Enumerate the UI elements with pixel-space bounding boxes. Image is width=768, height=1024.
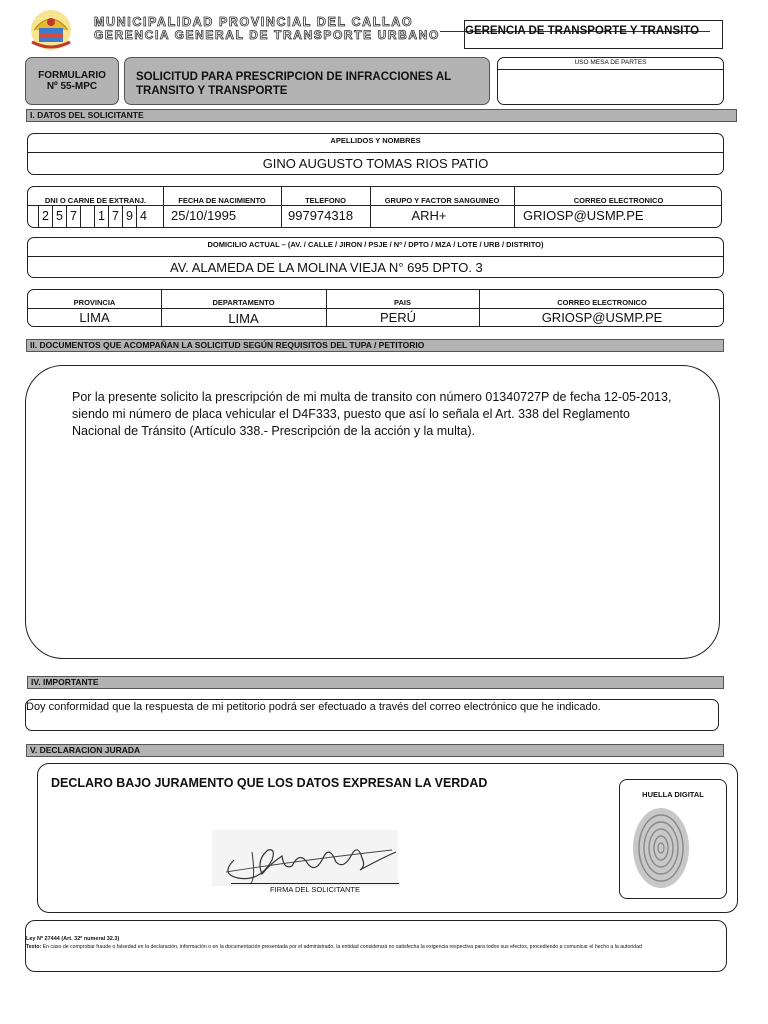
- apellidos-label: APELLIDOS Y NOMBRES: [330, 136, 421, 145]
- telefono-label: TELEFONO: [305, 196, 346, 205]
- huella-label: HUELLA DIGITAL: [642, 790, 704, 799]
- signature-image: [212, 830, 398, 886]
- correo-2-label: CORREO ELECTRONICO: [557, 298, 647, 307]
- municipality-line-1: MUNICIPALIDAD PROVINCIAL DEL CALLAO: [94, 15, 414, 29]
- legal-text: [26, 944, 768, 950]
- dni-digit: 5: [52, 206, 66, 227]
- form-number-box: [25, 57, 119, 105]
- dni-digit: 1: [94, 206, 108, 227]
- dni-digit: 2: [38, 206, 52, 227]
- section-2-title: II. DOCUMENTOS QUE ACOMPAÑAN LA SOLICITUD SEGÚN REQUISITOS DEL TUPA / PETITORIO: [26, 339, 724, 352]
- section-1-title: I. DATOS DEL SOLICITANTE: [26, 109, 737, 122]
- domicilio-box: [27, 237, 724, 278]
- pais-label: PAIS: [394, 298, 411, 307]
- ley-title: Ley Nº 27444 (Art. 32º numeral 32.3): [26, 936, 120, 942]
- telefono-value: 997974318: [288, 208, 354, 223]
- personal-data-box: [27, 186, 722, 228]
- pais-value: PERÚ: [379, 310, 417, 325]
- provincia-value: LIMA: [79, 310, 110, 325]
- fecha-nacimiento-label: FECHA DE NACIMIENTO: [178, 196, 266, 205]
- provincia-label: PROVINCIA: [73, 298, 116, 307]
- texto-label: Texto:: [26, 944, 42, 950]
- municipality-name: [94, 16, 454, 42]
- domicilio-value: AV. ALAMEDA DE LA MOLINA VIEJA N° 695 DPTO. 3: [170, 260, 483, 275]
- section-4-title: IV. IMPORTANTE: [27, 676, 724, 689]
- dni-label: DNI O CARNE DE EXTRANJ.: [44, 196, 147, 205]
- importante-box: [25, 699, 719, 731]
- correo-label: CORREO ELECTRONICO: [573, 196, 664, 205]
- declaro-text: DECLARO BAJO JURAMENTO QUE LOS DATOS EXPRESAN LA VERDAD: [51, 776, 488, 790]
- dni-digit: 7: [108, 206, 122, 227]
- form-number: Nº 55-MPC: [46, 81, 98, 92]
- section-5-title: V. DECLARACION JURADA: [26, 744, 724, 757]
- dni-field: [38, 206, 163, 227]
- departamento-label: DEPARTAMENTO: [212, 298, 275, 307]
- huella-box: [619, 779, 727, 899]
- declaracion-box: [37, 763, 738, 913]
- dni-digit: 9: [122, 206, 136, 227]
- grupo-sanguineo-label: GRUPO Y FACTOR SANGUINEO: [384, 196, 500, 205]
- petitorio-text: Por la presente solicito la prescripción de mi multa de transito con número 01340727P de fecha 12-05-2013, siendo mi número de placa vehicular el D4F333, puesto que así lo señala el Art. 338 del Reglamento Nacional de Tránsito (Artículo 338.- Prescripción de la acción y la multa).: [72, 390, 672, 438]
- petitorio-box: [25, 365, 720, 659]
- form-title-line-2: TRANSITO Y TRANSPORTE: [136, 85, 288, 97]
- importante-text: Doy conformidad que la respuesta de mi petitorio podrá ser efectuado a través del correo electrónico que he indicado.: [26, 701, 601, 713]
- fecha-nacimiento-value: 25/10/1995: [171, 208, 237, 223]
- municipality-line-2: GERENCIA GENERAL DE TRANSPORTE URBANO: [94, 28, 440, 42]
- correo-value: GRIOSP@USMP.PE: [523, 208, 644, 223]
- domicilio-label: DOMICILIO ACTUAL – (AV. / CALLE / JIRON / PSJE / Nº / DPTO / MZA / LOTE / URB / DISTRITO): [207, 240, 544, 249]
- legal-body: En caso de comprobar fraude o falsedad en la declaración, información o en la documentación presentada por el administrado, la entidad considerará no satisfecha la exigencia respectiva para todos sus efectos, procediendo a comunicar el hecho a la autoridad: [41, 944, 642, 950]
- municipal-logo: [26, 8, 76, 54]
- legal-box: [25, 920, 727, 972]
- mesa-partes-label: USO MESA DE PARTES: [574, 59, 647, 66]
- dni-digit: 7: [66, 206, 80, 227]
- form-title-box: [124, 57, 490, 105]
- gerencia-title: GERENCIA DE TRANSPORTE Y TRANSITO: [465, 25, 700, 37]
- mesa-partes-box: [497, 57, 724, 105]
- grupo-sanguineo-value: ARH+: [411, 208, 447, 223]
- gerencia-box: [464, 20, 723, 49]
- correo-2-value: GRIOSP@USMP.PE: [541, 310, 663, 325]
- dni-digit: [80, 206, 94, 227]
- firma-label: FIRMA DEL SOLICITANTE: [269, 885, 360, 894]
- departamento-value: LIMA: [228, 311, 259, 326]
- apellidos-box: [27, 133, 724, 175]
- dni-digit: 4: [136, 206, 150, 227]
- apellidos-value: GINO AUGUSTO TOMAS RIOS PATIO: [262, 156, 489, 171]
- fingerprint-image: [628, 806, 694, 899]
- form-label: FORMULARIO: [38, 70, 106, 81]
- form-title-line-1: SOLICITUD PARA PRESCRIPCION DE INFRACCIONES AL: [136, 71, 452, 83]
- ubicacion-box: [27, 289, 724, 327]
